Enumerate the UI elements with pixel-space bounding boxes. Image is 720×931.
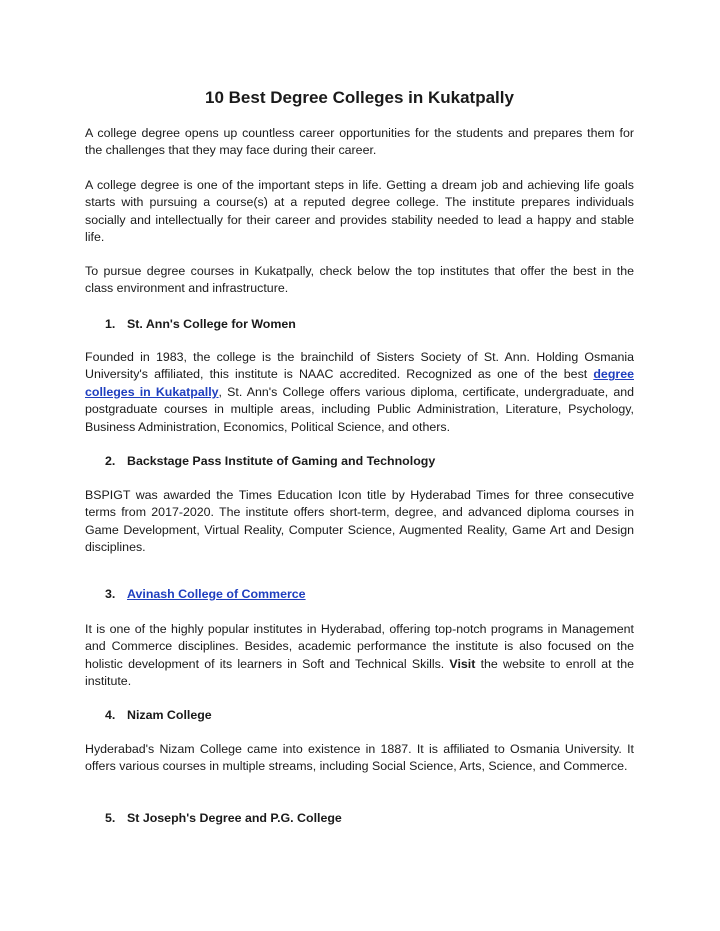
college-number: 3. — [105, 587, 116, 601]
college-description-4: Hyderabad's Nizam College came into existence in 1887. It is affiliated to Osmania University. It offers various courses in multiple streams, including Social Science, Arts, Science, and Commerce. — [85, 742, 634, 774]
description-text: It is one of the highly popular institutes in Hyderabad, offering top-notch programs in Management and Commerce disciplines. Besides, academic performance the institute is also focused on the holistic development of its learners in Soft and Technical Skills. — [85, 622, 634, 671]
visit-text: Visit — [449, 656, 476, 671]
document-title: 10 Best Degree Colleges in Kukatpally — [205, 88, 514, 107]
intro-paragraph-3: To pursue degree courses in Kukatpally, check below the top institutes that offer the best in the class environment and infrastructure. — [85, 264, 634, 296]
college-name: Backstage Pass Institute of Gaming and Technology — [127, 454, 436, 468]
college-heading-1 — [105, 316, 296, 333]
intro-paragraph-2: A college degree is one of the important steps in life. Getting a dream job and achieving life goals starts with pursuing a course(s) at a reputed degree college. The institute prepares individuals socially and intellectually for their career and provides stability needed to lead a happy and stable life. — [85, 178, 634, 245]
college-name: St. Ann's College for Women — [127, 317, 296, 331]
description-text: the website to enroll at the institute. — [85, 656, 634, 689]
college-number: 4. — [105, 708, 116, 722]
college-name: Nizam College — [127, 708, 212, 722]
college-description-1 — [85, 349, 634, 436]
college-number: 1. — [105, 317, 116, 331]
college-heading-3 — [105, 586, 306, 603]
description-text: , St. Ann's College offers various diploma, certificate, undergraduate, and postgraduate courses in multiple areas, including Public Administration, Literature, Psychology, Business Administration, Economics, Political Science, and others. — [85, 384, 634, 434]
college-heading-2 — [105, 453, 435, 470]
degree-colleges-link[interactable]: degree colleges in Kukatpally — [85, 367, 634, 399]
college-heading-5 — [105, 810, 342, 827]
college-heading-4 — [105, 707, 212, 724]
intro-paragraph-1: A college degree opens up countless career opportunities for the students and prepares them for the challenges that they may face during their career. — [85, 126, 634, 158]
college-name: St Joseph's Degree and P.G. College — [127, 811, 342, 825]
description-text: Founded in 1983, the college is the brainchild of Sisters Society of St. Ann. Holding Osmania University's affiliated, this institute is NAAC accredited. Recognized as one of the best — [85, 350, 634, 382]
college-description-3 — [85, 621, 634, 691]
avinash-college-link[interactable]: Avinash College of Commerce — [127, 587, 306, 601]
college-description-2: BSPIGT was awarded the Times Education Icon title by Hyderabad Times for three consecutive terms from 2017-2020. The institute offers short-term, degree, and advanced diploma courses in Game Development, Virtual Reality, Computer Science, Augmented Reality, Game Art and Design disciplines. — [85, 488, 634, 555]
college-number: 2. — [105, 454, 116, 468]
college-number: 5. — [105, 811, 116, 825]
